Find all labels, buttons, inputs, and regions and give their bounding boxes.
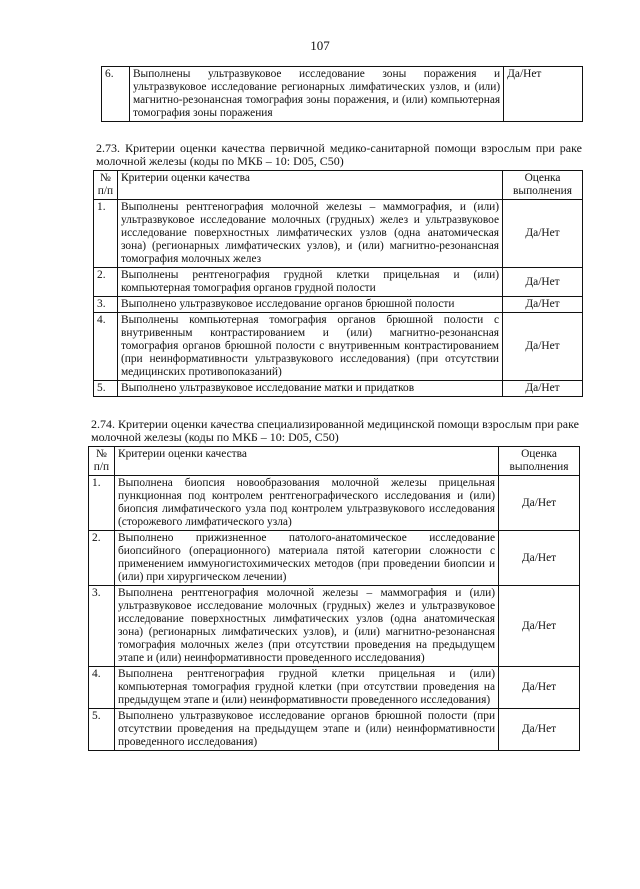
table-row: [89, 531, 580, 586]
table-row: [102, 67, 583, 122]
table-row: [89, 667, 580, 709]
header-criteria: Критерии оценки качества: [117, 171, 502, 200]
header-result: Оценка выполнения: [499, 447, 580, 476]
section-274-title: 2.74. Критерии оценки качества специализированной медицинской помощи взрослым при раке молочной железы (коды по МКБ – 10: D05, C50): [91, 417, 579, 444]
criteria-text: Выполнено ультразвуковое исследование матки и придатков: [117, 381, 502, 397]
row-number: 2.: [94, 268, 118, 297]
result-cell: Да/Нет: [499, 709, 580, 751]
criteria-text: Выполнены компьютерная томография органов брюшной полости с внутривенным контрастированием и (или) магнитно-резонансная томография органов брюшной полости с внутривенным контрастированием (при неинформативности ультразвукового исследования) (при отсутствии медицинских противопоказаний): [117, 313, 502, 381]
criteria-text: Выполнено прижизненное патолого-анатомическое исследование биопсийного (операционного) материала пятой категории сложности с применением иммуногистохимических методов (при проведении биопсии и (или) при хирургическом лечении): [114, 531, 498, 586]
table-row: [94, 297, 583, 313]
table-row: [89, 709, 580, 751]
result-cell: Да/Нет: [503, 200, 583, 268]
table-header-row: [94, 171, 583, 200]
row-number: 5.: [94, 381, 118, 397]
row-number: 2.: [89, 531, 115, 586]
table-row: [94, 313, 583, 381]
row-number: 6.: [102, 67, 130, 122]
result-cell: Да/Нет: [499, 531, 580, 586]
result-cell: Да/Нет: [503, 297, 583, 313]
result-cell: Да/Нет: [499, 586, 580, 667]
result-cell: Да/Нет: [503, 313, 583, 381]
row-number: 1.: [94, 200, 118, 268]
table-row: [94, 381, 583, 397]
row-number: 4.: [89, 667, 115, 709]
header-num: № п/п: [94, 171, 118, 200]
criteria-text: Выполнена рентгенография молочной железы – маммография и (или) ультразвуковое исследование молочных (грудных) желез и ультразвуковое исследование поверхностных лимфатических узлов (одна анатомическая зона) (регионарных лимфатических узлов), и (или) магнитно-резонансная томография молочных желез (при отсутствии проведения на предыдущем этапе и (или) неинформативности проведенного исследования): [114, 586, 498, 667]
criteria-text: Выполнена рентгенография грудной клетки прицельная и (или) компьютерная томография грудной клетки (при отсутствии проведения на предыдущем этапе и (или) неинформативности проведенного исследования): [114, 667, 498, 709]
section-274-table: [88, 446, 580, 751]
row-number: 5.: [89, 709, 115, 751]
table-row: [94, 200, 583, 268]
row-number: 1.: [89, 476, 115, 531]
table-row: [89, 586, 580, 667]
row-number: 3.: [89, 586, 115, 667]
result-cell: Да/Нет: [499, 667, 580, 709]
table-header-row: [89, 447, 580, 476]
criteria-text: Выполнено ультразвуковое исследование органов брюшной полости: [117, 297, 502, 313]
header-num: № п/п: [89, 447, 115, 476]
header-criteria: Критерии оценки качества: [114, 447, 498, 476]
top-table: [101, 66, 583, 122]
table-row: [94, 268, 583, 297]
section-273-table: [93, 170, 583, 397]
criteria-text: Выполнены ультразвуковое исследование зоны поражения и ультразвуковое исследование регионарных лимфатических узлов, и (или) магнитно-резонансная томография зоны поражения, и (или) компьютерная томография зоны поражения: [129, 67, 503, 122]
criteria-text: Выполнена биопсия новообразования молочной железы прицельная пункционная под контролем рентгенографического исследования и (или) биопсия лимфатического узла под контролем ультразвукового исследования (сторожевого лимфатического узла): [114, 476, 498, 531]
result-cell: Да/Нет: [504, 67, 583, 122]
criteria-text: Выполнены рентгенография молочной железы – маммография, и (или) ультразвуковое исследование молочных (грудных) желез и ультразвуковое исследование поверхностных лимфатических узлов (одна анатомическая зона) (регионарных лимфатических узлов), и (или) магнитно-резонансная томография молочных желез: [117, 200, 502, 268]
section-273-title: 2.73. Критерии оценки качества первичной медико-санитарной помощи взрослым при раке молочной железы (коды по МКБ – 10: D05, C50): [96, 141, 582, 168]
result-cell: Да/Нет: [503, 381, 583, 397]
page-number: 107: [310, 38, 330, 53]
row-number: 3.: [94, 297, 118, 313]
criteria-text: Выполнено ультразвуковое исследование органов брюшной полости (при отсутствии проведения на предыдущем этапе и (или) неинформативности проведенного исследования): [114, 709, 498, 751]
row-number: 4.: [94, 313, 118, 381]
criteria-text: Выполнены рентгенография грудной клетки прицельная и (или) компьютерная томография органов грудной полости: [117, 268, 502, 297]
table-row: [89, 476, 580, 531]
header-result: Оценка выполнения: [503, 171, 583, 200]
result-cell: Да/Нет: [499, 476, 580, 531]
result-cell: Да/Нет: [503, 268, 583, 297]
